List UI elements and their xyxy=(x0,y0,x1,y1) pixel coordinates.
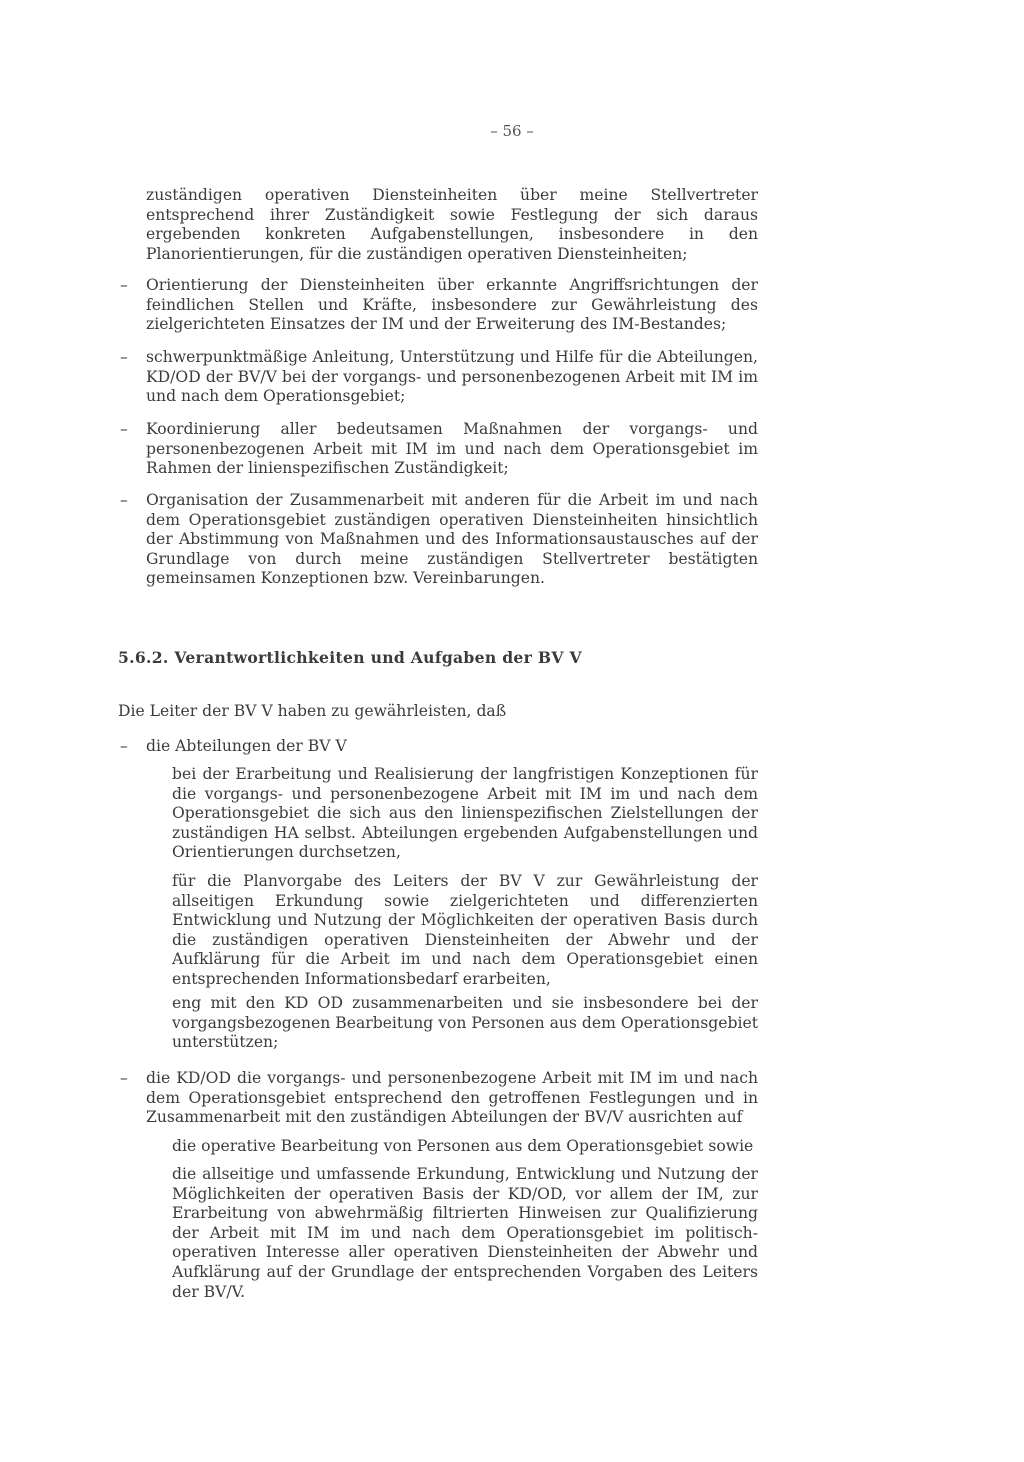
group-title: die KD/OD die vorgangs- und personenbezogene Arbeit mit IM im und nach dem Operationsgebiet entsprechend den getroffenen Festlegungen und in Zusammenarbeit mit den zuständigen Abteilungen der BV/V ausrichten auf xyxy=(146,1069,758,1127)
sub-paragraph: die allseitige und umfassende Erkundung, Entwicklung und Nutzung der Möglichkeiten der operativen Basis der KD/OD, vor allem der IM, zur Erarbeitung von abwehrmäßig filtrierten Hinweisen zur Qualifizierung der Arbeit mit IM im und nach dem Operationsgebiet im politisch-operativen Interesse aller operativen Diensteinheiten der Abwehr und Aufklärung auf der Grundlage der entsprechenden Vorgaben des Leiters der BV/V. xyxy=(172,1165,758,1301)
bullet-item: Koordinierung aller bedeutsamen Maßnahmen der vorgangs- und personenbezogenen Arbeit mit IM im und nach dem Operationsgebiet im Rahmen der linienspezifischen Zuständigkeit; xyxy=(146,420,758,478)
bullet-dash: – xyxy=(120,420,128,438)
bullet-item: schwerpunktmäßige Anleitung, Unterstützung und Hilfe für die Abteilungen, KD/OD der BV/V bei der vorgangs- und personenbezogenen Arbeit mit IM im und nach dem Operationsgebiet; xyxy=(146,348,758,406)
bullet-dash: – xyxy=(120,348,128,366)
sub-paragraph: für die Planvorgabe des Leiters der BV V zur Gewährleistung der allseitigen Erkundung sowie zielgerichteten und differenzierten Entwicklung und Nutzung der Möglichkeiten der operativen Basis durch die zuständigen operativen Diensteinheiten der Abwehr und der Aufklärung für die Arbeit im und nach dem Operationsgebiet einen entsprechenden Informationsbedarf erarbeiten, xyxy=(172,872,758,988)
section-heading: 5.6.2. Verantwortlichkeiten und Aufgaben der BV V xyxy=(118,648,582,667)
bullet-item: Orientierung der Diensteinheiten über erkannte Angriffsrichtungen der feindlichen Stellen und Kräfte, insbesondere zur Gewährleistung des zielgerichteten Einsatzes der IM und der Erweiterung des IM-Bestandes; xyxy=(146,276,758,334)
sub-paragraph: die operative Bearbeitung von Personen aus dem Operationsgebiet sowie xyxy=(172,1137,754,1155)
bullet-dash: – xyxy=(120,491,128,509)
group-title: die Abteilungen der BV V xyxy=(146,737,347,755)
page-number: – 56 – xyxy=(490,122,534,140)
bullet-dash: – xyxy=(120,276,128,294)
bullet-dash: – xyxy=(120,737,128,755)
sub-paragraph: eng mit den KD OD zusammenarbeiten und sie insbesondere bei der vorgangsbezogenen Bearbeitung von Personen aus dem Operationsgebiet unterstützen; xyxy=(172,994,758,1052)
bullet-dash: – xyxy=(120,1069,128,1087)
lead-sentence: Die Leiter der BV V haben zu gewährleisten, daß xyxy=(118,702,507,720)
bullet-item: Organisation der Zusammenarbeit mit anderen für die Arbeit im und nach dem Operationsgebiet zuständigen operativen Diensteinheiten hinsichtlich der Abstimmung von Maßnahmen und des Informationsaustausches auf der Grundlage von durch meine zuständigen Stellvertreter bestätigten gemeinsamen Konzeptionen bzw. Vereinbarungen. xyxy=(146,491,758,588)
intro-continuation: zuständigen operativen Diensteinheiten über meine Stellvertreter entsprechend ihrer Zuständigkeit sowie Festlegung der sich daraus ergebenden konkreten Aufgabenstellungen, insbesondere in den Planorientierungen, für die zuständigen operativen Diensteinheiten; xyxy=(146,186,758,263)
sub-paragraph: bei der Erarbeitung und Realisierung der langfristigen Konzeptionen für die vorgangs- und personenbezogene Arbeit mit IM im und nach dem Operationsgebiet die sich aus den linienspezifischen Zielstellungen der zuständigen HA selbst. Abteilungen ergebenden Aufgabenstellungen und Orientierungen durchsetzen, xyxy=(172,765,758,862)
